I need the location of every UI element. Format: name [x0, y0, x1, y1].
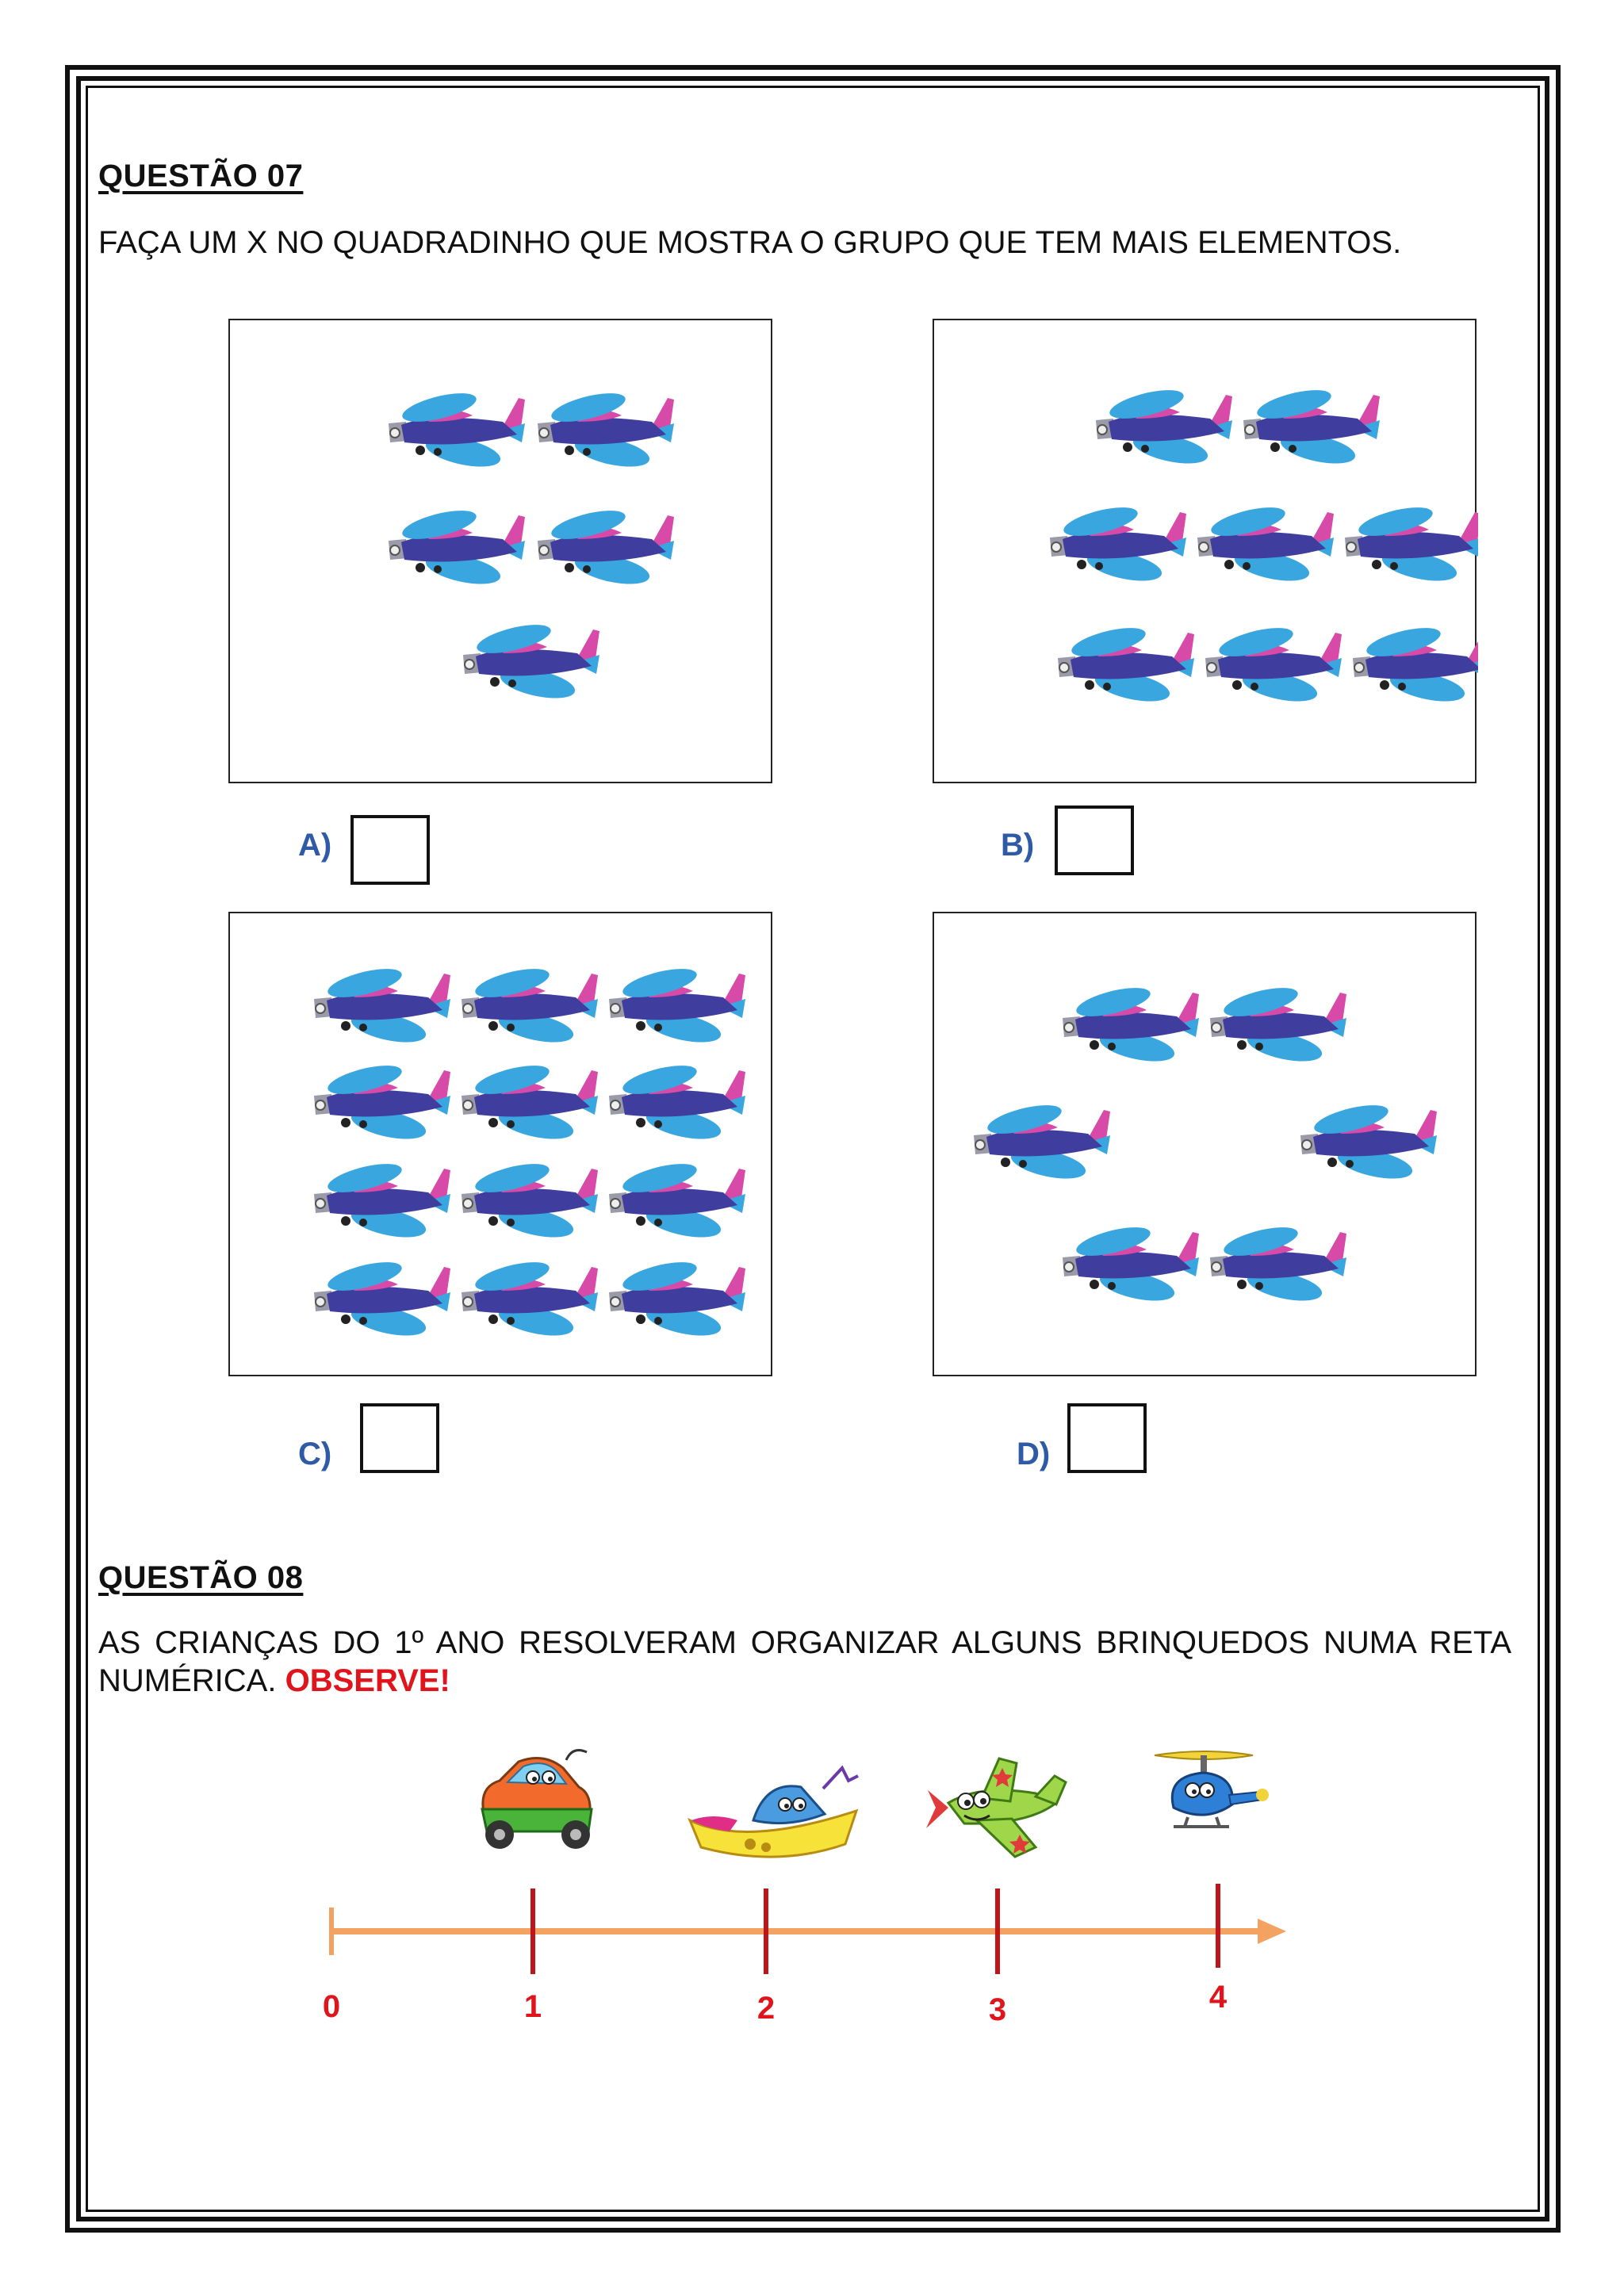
group-c-planes	[230, 913, 774, 1378]
airplane-icon	[314, 1060, 450, 1145]
airplane-icon	[1050, 502, 1186, 587]
airplane-icon	[1210, 1222, 1346, 1307]
group-d-planes	[934, 913, 1478, 1378]
airplane-icon	[1063, 982, 1199, 1067]
question-07-title: QUESTÃO 07	[98, 159, 304, 193]
airplane-icon	[974, 1100, 1110, 1184]
airplane-icon	[1353, 622, 1478, 707]
observe-emphasis: OBSERVE!	[285, 1663, 450, 1698]
option-a-checkbox[interactable]	[350, 815, 430, 885]
airplane-icon	[1210, 982, 1346, 1067]
airplane-icon	[1205, 622, 1342, 707]
airplane-icon	[1243, 385, 1380, 469]
airplane-icon	[609, 963, 745, 1048]
question-08-title: QUESTÃO 08	[98, 1560, 304, 1595]
group-a-panel	[228, 319, 772, 783]
airplane-icon	[609, 1060, 745, 1145]
airplane-icon	[1063, 1222, 1199, 1307]
option-d-label: D)	[1017, 1437, 1051, 1471]
car-icon	[482, 1751, 592, 1849]
option-c-label: C)	[298, 1437, 332, 1471]
airplane-icon	[462, 1257, 598, 1341]
airplane-icon	[1197, 502, 1334, 587]
group-c-panel	[228, 912, 772, 1376]
helicopter-icon	[1155, 1751, 1269, 1827]
group-a-planes	[230, 320, 774, 785]
airplane-icon	[314, 1257, 450, 1341]
airplane-icon	[609, 1257, 745, 1341]
airplane-icon	[1096, 385, 1232, 469]
number-line	[301, 1744, 1300, 2030]
option-c-checkbox[interactable]	[360, 1403, 439, 1473]
group-b-planes	[934, 320, 1478, 785]
airplane-icon	[1058, 622, 1194, 707]
question-08-statement: AS CRIANÇAS DO 1º ANO RESOLVERAM ORGANIZAR ALGUNS BRINQUEDOS NUMA RETA NUMÉRICA.	[98, 1625, 1511, 1698]
option-d-checkbox[interactable]	[1067, 1403, 1147, 1473]
airplane-icon	[609, 1158, 745, 1243]
tick-label-0: 0	[322, 1989, 341, 2024]
question-08-text	[98, 1624, 1511, 1700]
airplane-icon	[389, 505, 525, 590]
group-d-panel	[933, 912, 1477, 1376]
option-b-checkbox[interactable]	[1055, 806, 1134, 875]
boat-icon	[690, 1768, 858, 1857]
airplane-icon	[538, 505, 674, 590]
group-b-panel	[933, 319, 1477, 783]
tick-label-3: 3	[988, 1992, 1007, 2027]
tick-label-1: 1	[523, 1989, 542, 2024]
airplane-icon	[538, 388, 674, 473]
airplane-icon	[462, 1158, 598, 1243]
airplane-icon	[1345, 502, 1478, 587]
number-line-arrow	[1258, 1919, 1286, 1944]
airplane-icon	[926, 1758, 1066, 1857]
airplane-icon	[462, 963, 598, 1048]
tick-label-2: 2	[756, 1991, 776, 2026]
airplane-icon	[463, 619, 599, 704]
airplane-icon	[1300, 1100, 1437, 1184]
question-07-instruction: FAÇA UM X NO QUADRADINHO QUE MOSTRA O GRUPO QUE TEM MAIS ELEMENTOS.	[98, 225, 1402, 260]
airplane-icon	[314, 1158, 450, 1243]
airplane-icon	[314, 963, 450, 1048]
option-b-label: B)	[1001, 828, 1035, 863]
airplane-icon	[462, 1060, 598, 1145]
airplane-icon	[389, 388, 525, 473]
tick-label-4: 4	[1208, 1980, 1228, 2015]
option-a-label: A)	[298, 828, 332, 863]
